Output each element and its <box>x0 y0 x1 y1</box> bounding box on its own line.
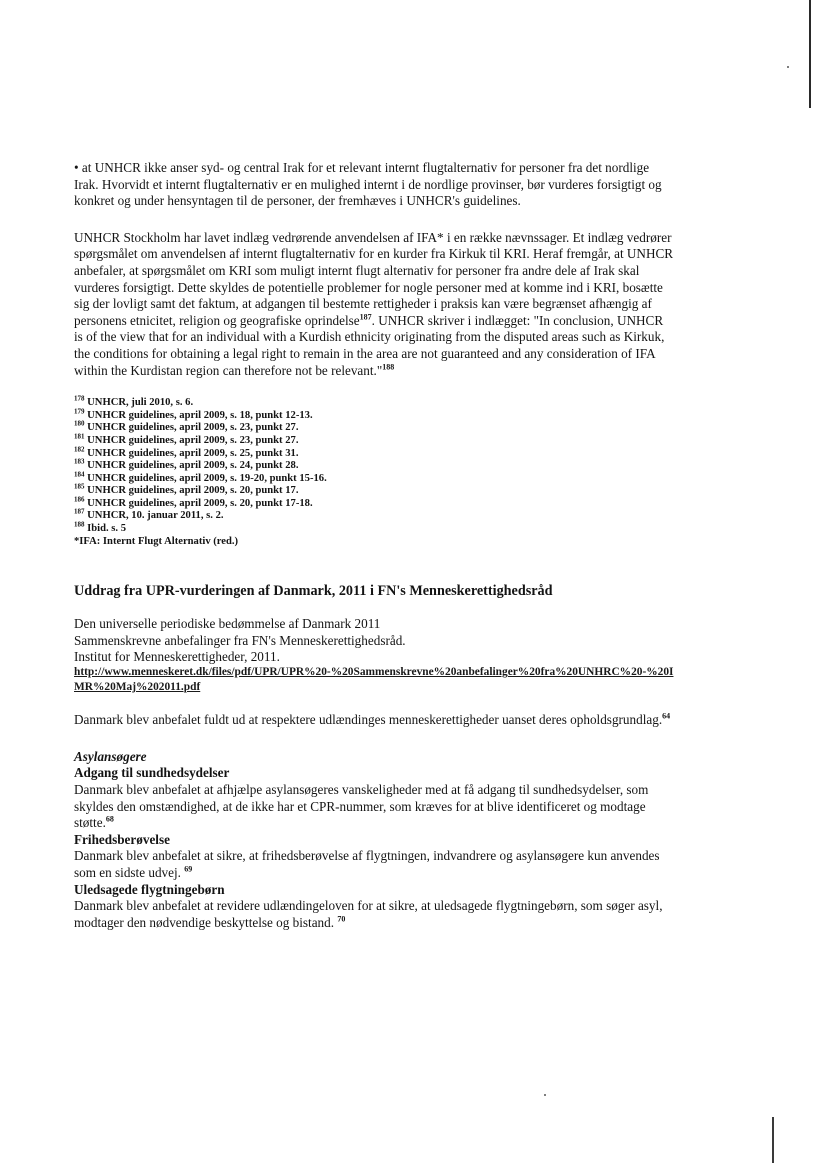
footnote-ref: 70 <box>337 914 346 924</box>
section-body: Danmark blev anbefalet at sikre, at frihedsberøvelse af flygtningen, indvandrere og asylansøgere kun anvendes som en sidste udvej. <box>74 848 660 881</box>
footnote <box>74 457 674 473</box>
footnote-ref: 68 <box>105 814 114 824</box>
footnote-number: 181 <box>74 432 85 441</box>
footnote-number: 179 <box>74 407 85 416</box>
scan-speck <box>544 1094 546 1096</box>
unhcr-paragraph-text-2: . UNHCR skriver i indlægget: "In conclusion, UNHCR is of the view that for an individual with a Kurdish ethnicity originating from the disputed areas such as Kirkuk, the conditions for obtaining a legal right to remain in the area are not guaranteed and any consideration of IFA within the Kurdistan region can therefore not be relevant." <box>74 312 665 378</box>
doc-subtitle: Sammenskrevne anbefalinger fra FN's Menneskerettighedsråd. <box>74 632 406 648</box>
doc-publisher: Institut for Menneskerettigheder, 2011. <box>74 649 280 665</box>
section-body: Danmark blev anbefalet at afhjælpe asylansøgeres vanskeligheder med at få adgang til sundhedsydelser, som skyldes den omstændighed, at de ikke har et CPR-nummer, som kræves for at blive identificeret og modtage støtte. <box>74 782 649 831</box>
footnote-text: UNHCR, 10. januar 2011, s. 2. <box>87 510 224 522</box>
unhcr-paragraph <box>74 230 674 379</box>
section-minors <box>74 882 674 932</box>
unhcr-paragraph-text: UNHCR Stockholm har lavet indlæg vedrørende anvendelsen af IFA* i en række nævnssager. Et indlæg vedrører spørgsmålet om anvendelsen af internt flugtalternativ for en kurder fra Kirkuk til KRI. Heraf fremgår, at UNHCR anbefaler, at spørgsmålet om KRI som muligt internt flugt alternativ for personer fra andre dele af Irak skal vurderes forsigtigt. Dette skyldes de potentielle problemer for nogle personer med at komme ind i KRI, bosætte sig der lovligt samt det faktum, at adgangen til bestemte rettigheder i praksis kan være begrænset afhængig af personens etnicitet, religion og geografiske oprindelse <box>74 229 674 328</box>
section-detention <box>74 832 674 882</box>
footnote-ref: 187 <box>359 312 372 322</box>
footnote-text: UNHCR guidelines, april 2009, s. 19-20, punkt 15-16. <box>87 472 327 484</box>
scan-margin-line <box>809 0 811 108</box>
footnote-text: UNHCR guidelines, april 2009, s. 20, punkt 17-18. <box>87 497 313 509</box>
scan-speck <box>787 66 789 68</box>
section-title: Uddrag fra UPR-vurderingen af Danmark, 2011 i FN's Menneskerettighedsråd <box>74 583 553 600</box>
section-heading: Adgang til sundhedsydelser <box>74 765 230 781</box>
footnote <box>74 394 674 410</box>
denmark-paragraph-text: Danmark blev anbefalet fuldt ud at respektere udlændinges menneskerettigheder uanset deres opholdsgrundlag. <box>74 712 663 728</box>
footnote-ifa: *IFA: Internt Flugt Alternativ (red.) <box>74 535 239 547</box>
footnote-ref: 69 <box>184 864 193 874</box>
footnote <box>74 520 674 536</box>
denmark-paragraph <box>74 712 674 729</box>
footnote <box>74 507 674 523</box>
section-text <box>74 848 674 881</box>
footnote-number: 178 <box>74 394 85 403</box>
section-text <box>74 898 674 931</box>
footnote <box>74 470 674 486</box>
footnote-number: 183 <box>74 457 85 466</box>
footnote <box>74 432 674 448</box>
footnote-number: 185 <box>74 482 85 491</box>
footnote-ref: 188 <box>382 362 395 372</box>
doc-title: Den universelle periodiske bedømmelse af Danmark 2011 <box>74 616 381 632</box>
section-body: Danmark blev anbefalet at revidere udlændingeloven for at sikre, at uledsagede flygtningebørn, som søger asyl, modtager den nødvendige beskyttelse og bistand. <box>74 898 663 930</box>
footnote-number: 180 <box>74 419 85 428</box>
main-content <box>74 160 674 931</box>
source-link[interactable]: http://www.menneskeret.dk/files/pdf/UPR/UPR%20-%20Sammenskrevne%20anbefalinger%20fra%20UNHRC%20-%20IMR%20Maj%202011.pdf <box>74 666 674 693</box>
footnote <box>74 407 674 423</box>
footnotes <box>74 394 674 548</box>
footnote-ref: 64 <box>662 711 671 721</box>
document-info <box>74 616 674 694</box>
bullet-paragraph: • at UNHCR ikke anser syd- og central Irak for et relevant internt flugtalternativ for personer fra det nordlige Irak. Hvorvidt et internt flugtalternativ er en mulighed internt i de nordlige provinser, bør vurderes forsigtigt og konkret og under hensyntagen til de personer, der fremhæves i UNHCR's guidelines. <box>74 160 662 209</box>
footnote-text: UNHCR guidelines, april 2009, s. 18, punkt 12-13. <box>87 409 313 421</box>
section-heading: Frihedsberøvelse <box>74 831 170 847</box>
footnote-text: UNHCR guidelines, april 2009, s. 25, punkt 31. <box>87 447 299 459</box>
footnote-text: UNHCR, juli 2010, s. 6. <box>87 397 194 409</box>
footnote-number: 186 <box>74 495 85 504</box>
footnote-text: UNHCR guidelines, april 2009, s. 23, punkt 27. <box>87 434 299 446</box>
footnote-number: 187 <box>74 507 85 516</box>
footnote-text: Ibid. s. 5 <box>87 523 127 535</box>
footnote-text: UNHCR guidelines, april 2009, s. 24, punkt 28. <box>87 460 299 472</box>
footnote-text: UNHCR guidelines, april 2009, s. 20, punkt 17. <box>87 485 299 497</box>
section-heading: Uledsagede flygtningebørn <box>74 881 225 897</box>
asylum-heading: Asylansøgere <box>74 748 147 764</box>
footnote-number: 182 <box>74 444 85 453</box>
footnote-text: UNHCR guidelines, april 2009, s. 23, punkt 27. <box>87 422 299 434</box>
section-health <box>74 765 674 831</box>
footnote <box>74 419 674 435</box>
footnote <box>74 495 674 511</box>
footnote-number: 184 <box>74 470 85 479</box>
footnote-number: 188 <box>74 520 85 529</box>
section-text <box>74 782 674 832</box>
scan-margin-line-bottom <box>772 1117 774 1163</box>
footnote <box>74 482 674 498</box>
footnote <box>74 444 674 461</box>
